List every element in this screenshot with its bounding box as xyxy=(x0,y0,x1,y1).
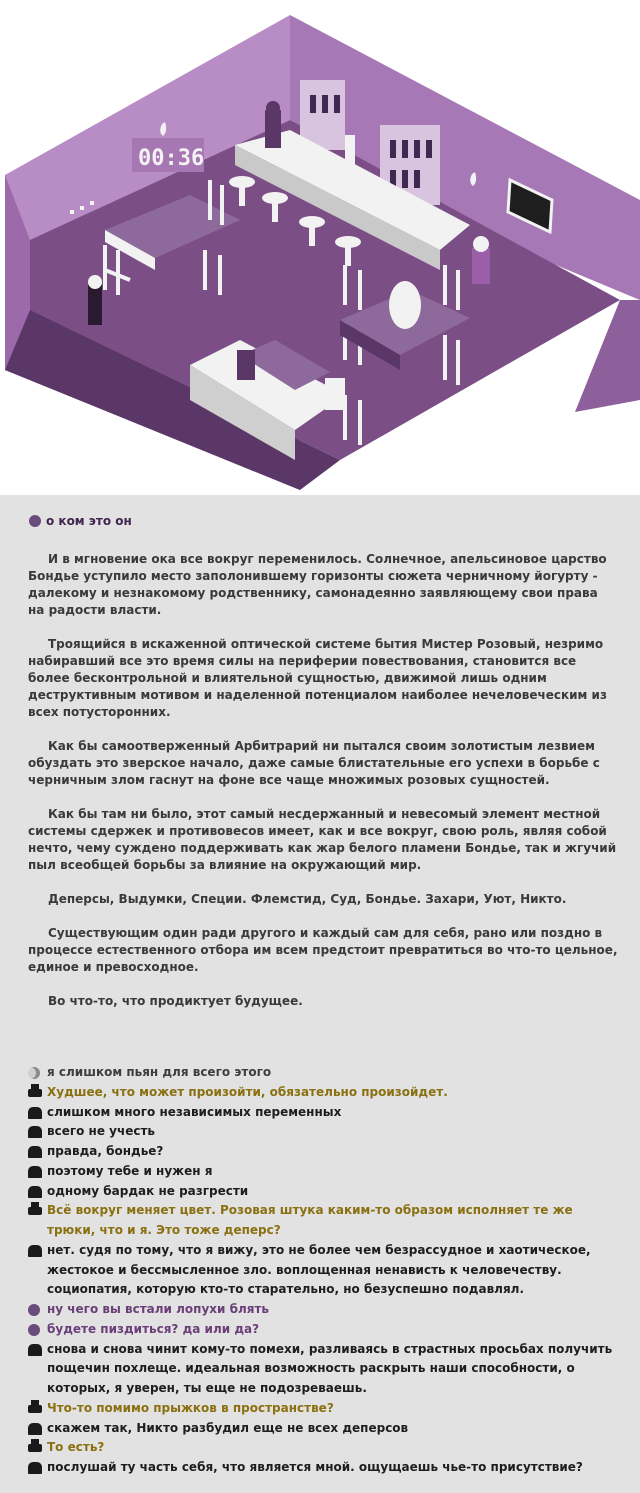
dialogue-line xyxy=(28,1122,618,1142)
dialogue-text: слишком много независимых переменных xyxy=(47,1104,342,1119)
hat-icon xyxy=(28,1405,42,1413)
blob-icon xyxy=(28,1186,42,1198)
dialogue-text: Худшее, что может произойти, обязательно произойдет. xyxy=(47,1084,448,1099)
dialogue-text: Что-то помимо прыжков в пространстве? xyxy=(47,1400,334,1415)
paragraph: Как бы самоотверженный Арбитрарий ни пытался своим золотистым лезвием обуздать это зверское начало, даже самые блистательные его успехи в борьбе с черничным злом гаснут на фоне все чаще множимых розовых сущностей. xyxy=(28,739,600,787)
isometric-bar-scene xyxy=(0,0,640,495)
dialogue-text: я слишком пьян для всего этого xyxy=(47,1065,272,1079)
text-panel xyxy=(0,495,640,1493)
heading-text: о ком это он xyxy=(46,514,132,528)
dialogue-text: всего не учесть xyxy=(47,1124,155,1139)
dialogue-text: одному бардак не разгрести xyxy=(47,1183,249,1198)
dialogue-line xyxy=(28,1201,618,1241)
dialogue-line xyxy=(28,1083,618,1103)
dialogue-line xyxy=(28,1063,618,1083)
dialogue-line xyxy=(28,1103,618,1123)
dialogue-line xyxy=(28,1142,618,1162)
dialogue-text: поэтому тебе и нужен я xyxy=(47,1163,213,1178)
dialogue-log xyxy=(28,1063,618,1478)
narrative xyxy=(28,551,618,1027)
dialogue-line xyxy=(28,1438,618,1458)
dialogue-text: будете пиздиться? да или да? xyxy=(47,1321,260,1336)
wall-clock: 00:36 xyxy=(138,146,205,171)
dialogue-line xyxy=(28,1241,618,1300)
blob-icon xyxy=(28,1146,42,1158)
dialogue-text: То есть? xyxy=(47,1440,105,1455)
paragraph: Как бы там ни было, этот самый несдержанный и невесомый элемент местной системы сдержек и противовесов имеет, как и все вокруг, свою роль, являя собой нечто, чему суждено поддерживать как жар белого пламени Бондье, так и жгучий пыл всеобщей борьбы за влияние на окружающий мир. xyxy=(28,807,617,872)
room-illustration xyxy=(0,0,640,495)
dialogue-text: нет. судя по тому, что я вижу, это не более чем безрассудное и хаотическое, жестокое и бессмысленное зло. воплощенная ненависть к человечеству. социопатия, которую кто-то старательно, но безуспешно подавлял. xyxy=(47,1242,591,1297)
blob-icon xyxy=(28,1107,42,1119)
moon-icon xyxy=(28,1067,40,1079)
dialogue-line xyxy=(28,1320,618,1340)
dialogue-line xyxy=(28,1399,618,1419)
dialogue-text: скажем так, Никто разбудил еще не всех деперсов xyxy=(47,1420,409,1435)
hat-icon xyxy=(28,1089,42,1097)
white-ghost-figure xyxy=(389,281,421,329)
blob-icon xyxy=(28,1245,42,1257)
dialogue-line xyxy=(28,1340,618,1399)
dialogue-line xyxy=(28,1162,618,1182)
dialogue-text: ну чего вы встали лопухи блять xyxy=(47,1302,270,1316)
dialogue-text: Всё вокруг меняет цвет. Розовая штука каким-то образом исполняет те же трюки, что и я. Это тоже деперс? xyxy=(47,1203,573,1237)
paragraph: Существующим один ради другого и каждый сам для себя, рано или поздно в процессе естественного отбора им всем предстоит превратиться во что-то цельное, единое и превосходное. xyxy=(28,926,618,974)
blob-icon xyxy=(28,1344,42,1356)
dialogue-line xyxy=(28,1458,618,1478)
blob-icon xyxy=(28,1462,42,1474)
orb-icon xyxy=(28,1324,40,1336)
orb-icon xyxy=(29,515,41,527)
paragraph: И в мгновение ока все вокруг переменилось. Солнечное, апельсиновое царство Бондье уступило место заполонившему горизонты сюжета черничному йогурту - далекому и незнакомому родственнику, самонадеянно заявляющему свои права на радости власти. xyxy=(28,552,607,617)
hat-icon xyxy=(28,1444,42,1452)
paragraph: Троящийся в искаженной оптической системе бытия Мистер Розовый, незримо набиравший все это время силы на периферии повествования, становится все более бесконтрольной и влиятельной сущностью, движимой лишь одним деструктивным мотивом и наделенной потенциалом наиболее нечеловеческим из всех потусторонних. xyxy=(28,637,607,719)
dialogue-line xyxy=(28,1300,618,1320)
dialogue-text: послушай ту часть себя, что является мной. ощущаешь чье-то присутствие? xyxy=(47,1460,583,1474)
hat-icon xyxy=(28,1207,42,1215)
heading xyxy=(29,514,132,528)
blob-icon xyxy=(28,1166,42,1178)
dialogue-line xyxy=(28,1182,618,1202)
dialogue-text: снова и снова чинит кому-то помехи, разливаясь в страстных просьбах получить пощечин похлеще. идеальная возможность раскрыть наши способности, о которых, я уверен, ты еще не подозреваешь. xyxy=(47,1341,613,1395)
blob-icon xyxy=(28,1126,42,1138)
paragraph: Деперсы, Выдумки, Специи. Флемстид, Суд, Бондье. Захари, Уют, Никто. xyxy=(48,892,567,906)
dialogue-text: правда, бондье? xyxy=(47,1144,164,1158)
orb-icon xyxy=(28,1304,40,1316)
paragraph: Во что-то, что продиктует будущее. xyxy=(48,994,303,1008)
dialogue-line xyxy=(28,1419,618,1439)
blob-icon xyxy=(28,1423,42,1435)
